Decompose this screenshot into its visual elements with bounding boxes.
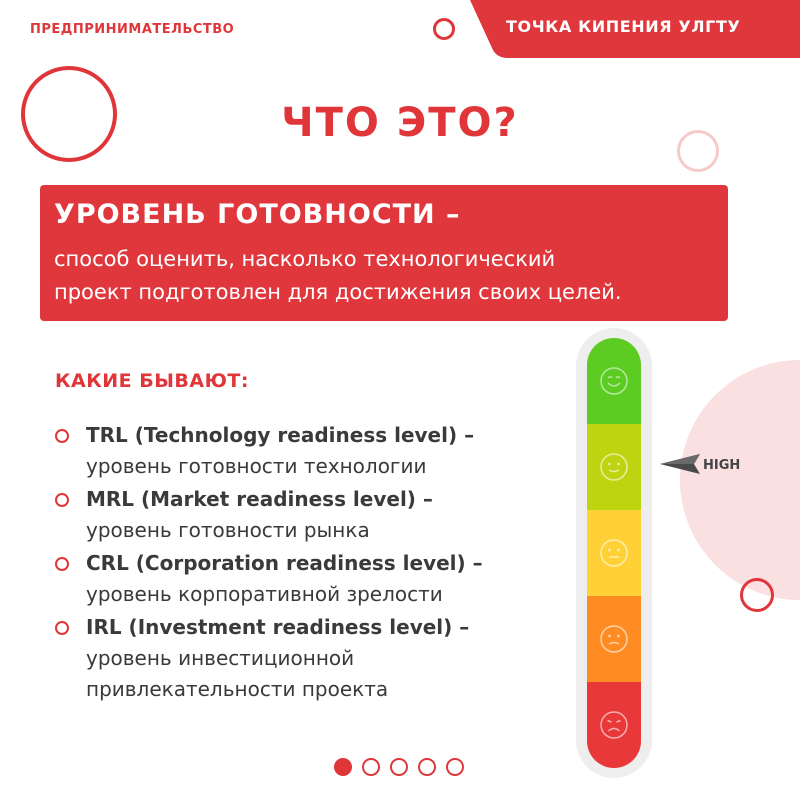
- definition-line: проект подготовлен для достижения своих целей.: [54, 280, 622, 304]
- sad-face-icon: [599, 710, 629, 740]
- bullet-ring-icon: [55, 429, 69, 443]
- item-desc: привлекательности проекта: [86, 677, 389, 701]
- item-desc: уровень корпоративной зрелости: [86, 582, 443, 606]
- pink-disc: [680, 360, 800, 600]
- list-item: [55, 420, 575, 482]
- brand-title: ТОЧКА КИПЕНИЯ УЛГТУ: [506, 17, 741, 36]
- definition-line: способ оценить, насколько технологический: [54, 247, 556, 271]
- pager-dot[interactable]: [446, 758, 464, 776]
- item-name: IRL (Investment readiness level) –: [86, 615, 470, 639]
- list-item: [55, 548, 575, 610]
- small-ring-right: [740, 578, 774, 612]
- brand-tab: [470, 0, 800, 58]
- small-ring-top: [433, 18, 455, 40]
- gauge-level: [587, 424, 641, 510]
- item-desc: уровень готовности технологии: [86, 454, 427, 478]
- bullet-ring-icon: [55, 621, 69, 635]
- item-name: CRL (Corporation readiness level) –: [86, 551, 483, 575]
- item-name: MRL (Market readiness level) –: [86, 487, 433, 511]
- gauge-level: [587, 510, 641, 596]
- readiness-gauge: [576, 328, 652, 778]
- happy-face-icon: [599, 366, 629, 396]
- item-desc: уровень готовности рынка: [86, 518, 370, 542]
- item-name: TRL (Technology readiness level) –: [86, 423, 475, 447]
- pointer-label: HIGH: [703, 458, 741, 473]
- pager-dot[interactable]: [334, 758, 352, 776]
- pager-dot[interactable]: [390, 758, 408, 776]
- pager-dot[interactable]: [418, 758, 436, 776]
- page-title: ЧТО ЭТО?: [281, 100, 519, 146]
- bullet-ring-icon: [55, 557, 69, 571]
- readiness-list: [55, 420, 575, 707]
- pager-dot[interactable]: [362, 758, 380, 776]
- definition-box: [40, 185, 728, 321]
- list-item: [55, 484, 575, 546]
- bullet-ring-icon: [55, 493, 69, 507]
- smile-face-icon: [599, 452, 629, 482]
- neutral-face-icon: [599, 538, 629, 568]
- gauge-track: [587, 338, 641, 768]
- list-item: [55, 612, 575, 705]
- gauge-level: [587, 596, 641, 682]
- meh-face-icon: [599, 624, 629, 654]
- kinds-heading: КАКИЕ БЫВАЮТ:: [55, 370, 249, 392]
- pointer-arrow-icon: [660, 452, 704, 476]
- definition-text: [54, 243, 724, 309]
- topic-label: ПРЕДПРИНИМАТЕЛЬСТВО: [30, 22, 235, 37]
- gauge-level: [587, 338, 641, 424]
- item-desc: уровень инвестиционной: [86, 646, 355, 670]
- definition-term: УРОВЕНЬ ГОТОВНОСТИ –: [54, 199, 461, 230]
- gauge-level: [587, 682, 641, 768]
